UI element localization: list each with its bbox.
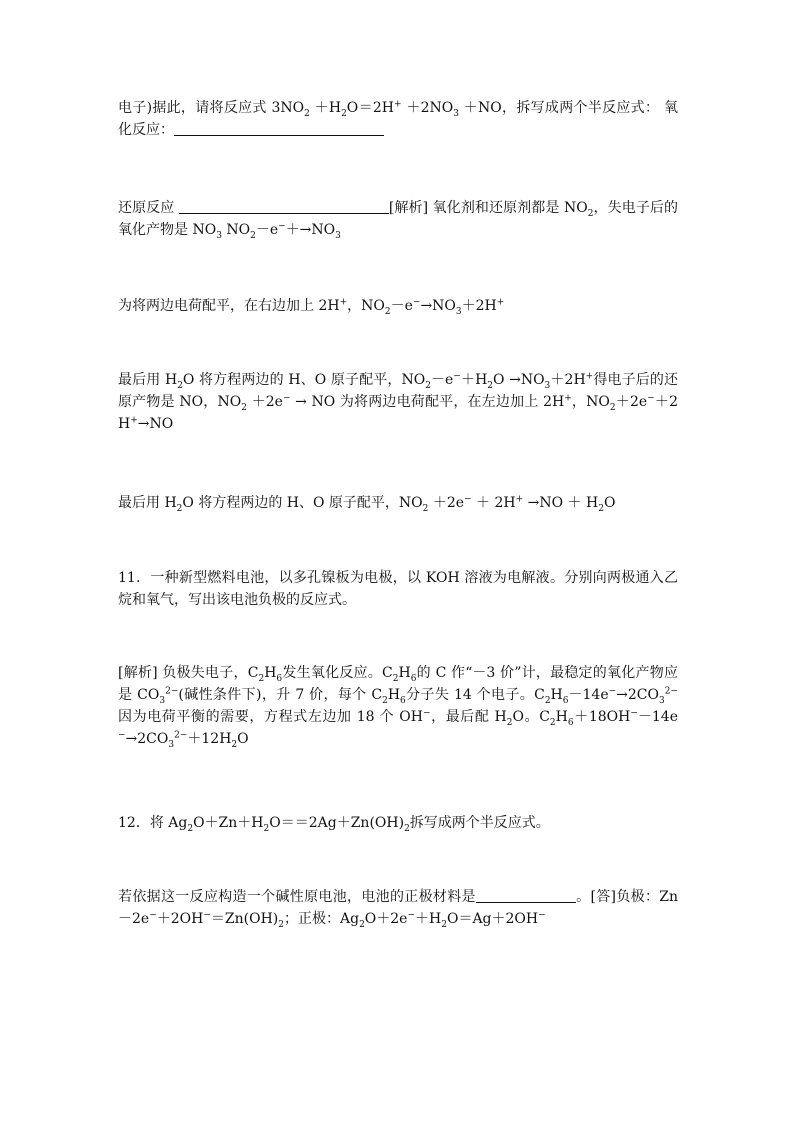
superscript: − bbox=[203, 910, 211, 921]
text: NO bbox=[221, 222, 251, 238]
text: ＋NO，拆写成两个半反应式： 氧化反应： bbox=[118, 100, 678, 138]
subscript: 3 bbox=[159, 695, 166, 706]
subscript: 2 bbox=[506, 717, 513, 728]
subscript: 2 bbox=[250, 230, 256, 241]
text: 得电子后的还原产物是 NO，NO bbox=[118, 372, 678, 410]
paragraph-answer-12 bbox=[118, 886, 678, 930]
text: －14e bbox=[568, 687, 609, 703]
question-12 bbox=[118, 812, 678, 834]
subscript: 2 bbox=[392, 673, 399, 684]
text: → NO 为将两边电荷配平，在左边加上 2H bbox=[290, 394, 565, 410]
text: H bbox=[387, 687, 401, 703]
subscript: 2 bbox=[609, 402, 616, 413]
subscript: 2 bbox=[549, 717, 556, 728]
text: ，NO bbox=[347, 298, 385, 314]
text: 12．将 Ag bbox=[118, 815, 188, 831]
text: (碱性条件下)，升 7 价，每个 C bbox=[178, 687, 383, 703]
superscript: 2− bbox=[165, 686, 179, 697]
text: 的 C 作“－3 价”计，最稳定的氧化产物应是 CO bbox=[118, 665, 678, 703]
subscript: 2 bbox=[304, 108, 310, 119]
text: H bbox=[550, 687, 563, 703]
subscript: 2 bbox=[425, 380, 431, 391]
text: O＋2e bbox=[364, 911, 408, 927]
text: ＋2OH bbox=[156, 911, 204, 927]
text: ＋2e bbox=[615, 394, 648, 410]
text: H bbox=[264, 665, 277, 681]
text: －14e bbox=[637, 709, 678, 725]
subscript: 2 bbox=[231, 739, 238, 750]
superscript: − bbox=[630, 708, 638, 719]
superscript: 2− bbox=[664, 686, 678, 697]
text: [解析] 氧化剂和还原剂都是 NO bbox=[388, 200, 588, 216]
text: ＋2NO bbox=[401, 100, 454, 116]
superscript: + bbox=[585, 371, 594, 382]
question-11 bbox=[118, 567, 678, 611]
superscript: − bbox=[422, 708, 431, 719]
text: ＋H bbox=[309, 100, 342, 116]
paragraph-reduction-analysis bbox=[118, 197, 678, 241]
text: 若依据这一反应构造一个碱性原电池，电池的正极材料是 bbox=[118, 889, 476, 905]
text: O 将方程两边的 H、O 原子配平，NO bbox=[182, 495, 423, 511]
superscript: + bbox=[130, 415, 138, 426]
subscript: 6 bbox=[567, 717, 574, 728]
text: →NO bbox=[137, 416, 174, 432]
subscript: 6 bbox=[400, 695, 406, 706]
text: 最后用 H bbox=[118, 495, 177, 511]
subscript: 2 bbox=[382, 695, 388, 706]
superscript: − bbox=[647, 393, 655, 404]
text: O bbox=[237, 731, 249, 747]
text: ＋2e bbox=[246, 394, 283, 410]
superscript: − bbox=[282, 393, 291, 404]
subscript: 2 bbox=[187, 823, 194, 834]
text: 最后用 H bbox=[118, 372, 178, 388]
subscript: 2 bbox=[278, 919, 284, 930]
subscript: 2 bbox=[544, 695, 551, 706]
subscript: 2 bbox=[263, 823, 270, 834]
text: ＋H bbox=[460, 372, 488, 388]
text: O＋Zn＋H bbox=[193, 815, 264, 831]
subscript: 2 bbox=[404, 823, 410, 834]
superscript: 2− bbox=[174, 730, 188, 741]
subscript: 2 bbox=[441, 919, 447, 930]
text: →2CO bbox=[616, 687, 659, 703]
text: ＋2H bbox=[461, 298, 497, 314]
text: O →NO bbox=[493, 372, 545, 388]
paragraph-split-instruction bbox=[118, 97, 678, 141]
subscript: 6 bbox=[562, 695, 569, 706]
paragraph-balance-atoms bbox=[118, 369, 678, 435]
text: ＋2H bbox=[550, 372, 586, 388]
text: [解析] 负极失电子，C bbox=[118, 665, 259, 681]
text: －e bbox=[390, 298, 413, 314]
subscript: 3 bbox=[335, 230, 341, 241]
text: ＋2e bbox=[428, 495, 465, 511]
subscript: 2 bbox=[359, 919, 365, 930]
text: ，NO bbox=[571, 394, 610, 410]
subscript: 2 bbox=[258, 673, 265, 684]
superscript: + bbox=[393, 99, 402, 110]
subscript: 6 bbox=[410, 673, 417, 684]
text: ＝Zn(OH) bbox=[210, 911, 279, 927]
superscript: − bbox=[453, 371, 461, 382]
text: 还原反应 bbox=[118, 200, 179, 216]
superscript: + bbox=[496, 297, 505, 308]
text: 发生氧化反应。C bbox=[282, 665, 393, 681]
text: →2CO bbox=[125, 731, 169, 747]
superscript: + bbox=[515, 494, 524, 505]
text: －e bbox=[255, 222, 279, 238]
paragraph-balance-charge-right bbox=[118, 295, 678, 317]
subscript: 2 bbox=[177, 380, 183, 391]
superscript: − bbox=[464, 494, 472, 505]
superscript: − bbox=[118, 730, 126, 741]
text: ＋ 2H bbox=[471, 495, 516, 511]
text: →NO bbox=[420, 298, 456, 314]
text: →NO ＋ H bbox=[523, 495, 599, 511]
text: ＋→NO bbox=[285, 222, 336, 238]
text: O。C bbox=[512, 709, 550, 725]
text: ；正极：Ag bbox=[283, 911, 360, 927]
superscript: − bbox=[538, 910, 546, 921]
text: O＝2H bbox=[346, 100, 394, 116]
paragraph-analysis-11 bbox=[118, 662, 678, 750]
text: 电子)据此，请将反应式 3NO bbox=[118, 100, 305, 116]
subscript: 2 bbox=[241, 402, 247, 413]
superscript: − bbox=[608, 686, 617, 697]
text: ＋H bbox=[415, 911, 442, 927]
subscript: 2 bbox=[422, 503, 429, 514]
subscript: 3 bbox=[544, 380, 551, 391]
superscript: + bbox=[564, 393, 572, 404]
superscript: − bbox=[149, 910, 157, 921]
subscript: 2 bbox=[176, 503, 183, 514]
superscript: − bbox=[407, 910, 416, 921]
paragraph-final-reduction bbox=[118, 492, 678, 514]
text: 分子失 14 个电子。C bbox=[405, 687, 545, 703]
superscript: + bbox=[339, 297, 348, 308]
subscript: 3 bbox=[453, 108, 459, 119]
text: O＝Ag＋2OH bbox=[446, 911, 539, 927]
superscript: − bbox=[278, 221, 286, 232]
text: 。[答]负极：Zn－2e bbox=[118, 889, 678, 927]
subscript: 3 bbox=[455, 306, 462, 317]
text: O＝＝2Ag＋Zn(OH) bbox=[269, 815, 405, 831]
text: 因为电荷平衡的需要，方程式左边加 18 个 OH bbox=[118, 709, 423, 725]
text: H bbox=[555, 709, 568, 725]
answer-blank-positive-electrode[interactable] bbox=[476, 888, 576, 903]
text: ，失电子后的氧化产物是 NO bbox=[118, 200, 678, 238]
text: ，最后配 H bbox=[430, 709, 507, 725]
superscript: − bbox=[412, 297, 421, 308]
text: ＋12H bbox=[187, 731, 232, 747]
subscript: 3 bbox=[168, 739, 175, 750]
text: O 将方程两边的 H、O 原子配平，NO bbox=[182, 372, 426, 388]
text: 拆写成两个半反应式。 bbox=[409, 815, 550, 831]
text: ＋18OH bbox=[573, 709, 631, 725]
text: H bbox=[398, 665, 411, 681]
text: －e bbox=[430, 372, 454, 388]
subscript: 2 bbox=[587, 208, 594, 219]
subscript: 2 bbox=[341, 108, 347, 119]
text: 11．一种新型燃料电池，以多孔镍板为电极，以 KOH 溶液为电解液。分别向两极通入乙烷和氧气，写出该电池负极的反应式。 bbox=[118, 570, 678, 608]
text: ＋2H bbox=[118, 394, 678, 432]
answer-blank-oxidation[interactable] bbox=[174, 121, 384, 136]
subscript: 3 bbox=[216, 230, 222, 241]
subscript: 6 bbox=[276, 673, 283, 684]
text: O bbox=[603, 495, 616, 511]
answer-blank-reduction[interactable] bbox=[179, 199, 389, 214]
subscript: 2 bbox=[487, 380, 494, 391]
subscript: 3 bbox=[658, 695, 665, 706]
subscript: 2 bbox=[384, 306, 391, 317]
text: 为将两边电荷配平，在右边加上 2H bbox=[118, 298, 340, 314]
subscript: 2 bbox=[598, 503, 604, 514]
